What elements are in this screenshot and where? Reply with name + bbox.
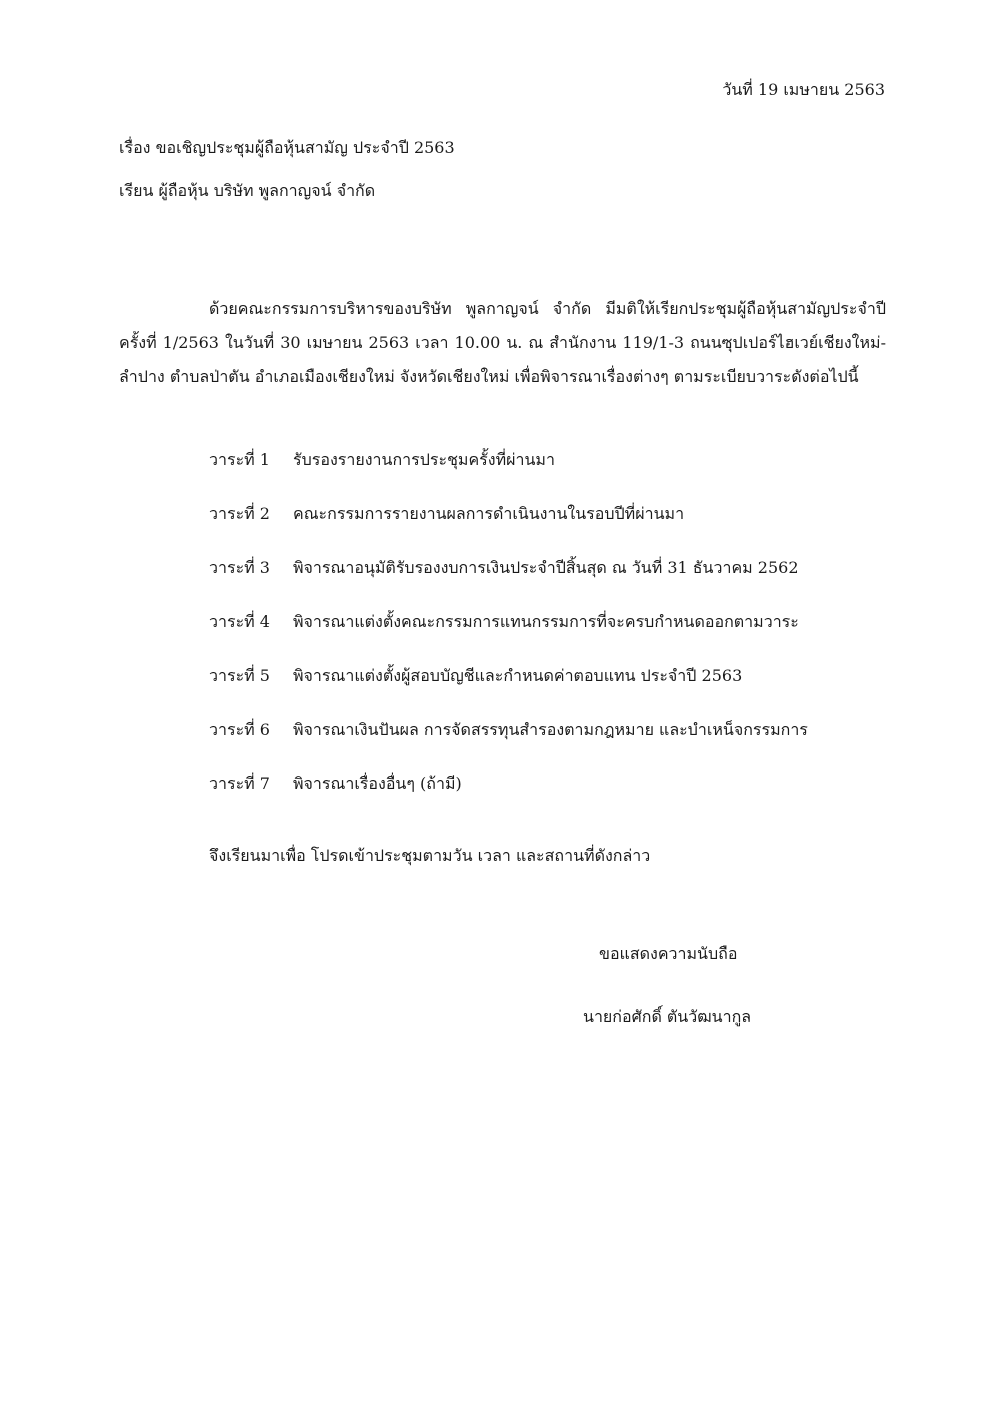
agenda-number: วาระที่ 7 (209, 774, 270, 793)
agenda-number: วาระที่ 3 (209, 558, 270, 577)
agenda-text: คณะกรรมการรายงานผลการดำเนินงานในรอบปีที่ผ่านมา (293, 504, 685, 523)
agenda-list (209, 448, 808, 826)
agenda-item (209, 664, 808, 718)
letter-subject: เรื่อง ขอเชิญประชุมผู้ถือหุ้นสามัญ ประจำปี 2563 (119, 138, 455, 157)
agenda-item (209, 448, 808, 502)
agenda-item (209, 502, 808, 556)
agenda-item (209, 610, 808, 664)
agenda-text: พิจารณาอนุมัติรับรองงบการเงินประจำปีสิ้นสุด ณ วันที่ 31 ธันวาคม 2562 (293, 558, 799, 577)
agenda-text: พิจารณาแต่งตั้งผู้สอบบัญชีและกำหนดค่าตอบแทน ประจำปี 2563 (293, 666, 743, 685)
agenda-item (209, 556, 808, 610)
signer-name: นายก่อศักดิ์ ตันวัฒนากูล (583, 1007, 752, 1026)
regards-line: ขอแสดงความนับถือ (599, 944, 738, 963)
letter-recipient: เรียน ผู้ถือหุ้น บริษัท พูลกาญจน์ จำกัด (119, 181, 376, 200)
agenda-number: วาระที่ 2 (209, 504, 270, 523)
agenda-item (209, 772, 808, 826)
agenda-number: วาระที่ 5 (209, 666, 270, 685)
agenda-text: พิจารณาเงินปันผล การจัดสรรทุนสำรองตามกฎหมาย และบำเหน็จกรรมการ (293, 720, 808, 739)
letter-body: ด้วยคณะกรรมการบริหารของบริษัท พูลกาญจน์ จำกัด มีมติให้เรียกประชุมผู้ถือหุ้นสามัญประจำปี ครั้งที่ 1/2563 ในวันที่ 30 เมษายน 2563 เวลา 10.00 น. ณ สำนักงาน 119/1-3 ถนนซุปเปอร์ไฮเวย์เชียงใหม่-ลำปาง ตำบลป่าตัน อำเภอเมืองเชียงใหม่ จังหวัดเชียงใหม่ เพื่อพิจารณาเรื่องต่างๆ ตามระเบียบวาระดังต่อไปนี้ (119, 299, 886, 386)
agenda-text: รับรองรายงานการประชุมครั้งที่ผ่านมา (293, 450, 555, 469)
agenda-text: พิจารณาแต่งตั้งคณะกรรมการแทนกรรมการที่จะครบกำหนดออกตามวาระ (293, 612, 799, 631)
agenda-number: วาระที่ 4 (209, 612, 270, 631)
agenda-text: พิจารณาเรื่องอื่นๆ (ถ้ามี) (293, 774, 462, 793)
agenda-number: วาระที่ 1 (209, 450, 270, 469)
agenda-item (209, 718, 808, 772)
letter-date: วันที่ 19 เมษายน 2563 (722, 80, 885, 99)
agenda-number: วาระที่ 6 (209, 720, 270, 739)
closing-line: จึงเรียนมาเพื่อ โปรดเข้าประชุมตามวัน เวลา และสถานที่ดังกล่าว (209, 846, 651, 865)
